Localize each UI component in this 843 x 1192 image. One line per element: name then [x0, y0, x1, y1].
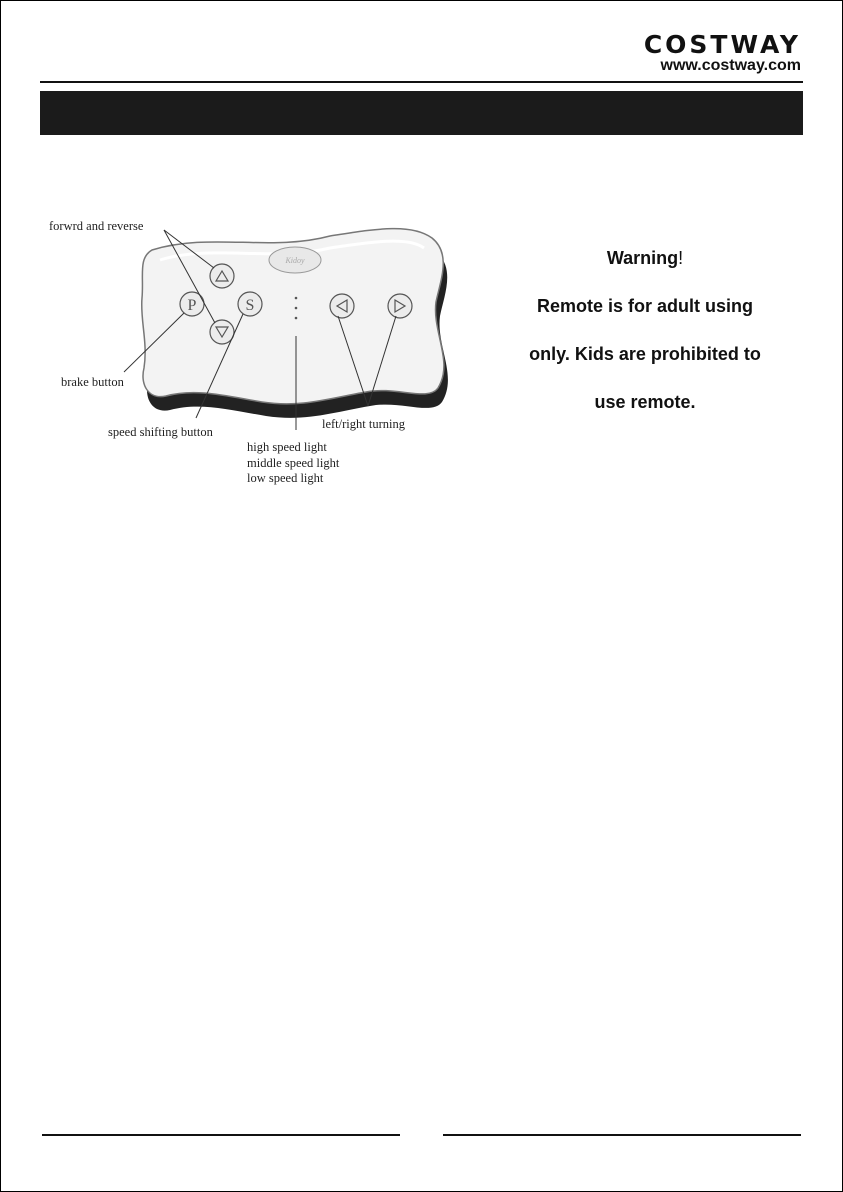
warning-line-1: Remote is for adult using	[536, 296, 754, 316]
brand-logo: COSTWAY	[643, 30, 801, 59]
label-forward-reverse: forwrd and reverse	[49, 219, 144, 233]
header-rule	[40, 81, 803, 83]
warning-line-2: only. Kids are prohibited to	[529, 344, 761, 364]
label-low-speed-light: low speed light	[247, 471, 324, 485]
warning-title: Warning	[606, 248, 679, 268]
footer-rule-left	[42, 1134, 400, 1136]
brand-url: www.costway.com	[660, 57, 801, 74]
label-left-right: left/right turning	[322, 417, 405, 431]
label-middle-speed-light: middle speed light	[247, 456, 340, 470]
svg-text:Kidoy: Kidoy	[285, 256, 305, 265]
warning-title-line	[500, 244, 790, 292]
footer-rule-right	[443, 1134, 801, 1136]
remote-control-diagram	[40, 210, 460, 500]
label-high-speed-light: high speed light	[247, 440, 327, 454]
title-bar	[40, 91, 803, 135]
speed-shift-button-label: S	[245, 297, 255, 314]
speed-shift-button[interactable]	[238, 292, 262, 316]
warning-box	[500, 244, 790, 436]
warning-exclamation: !	[678, 248, 684, 268]
warning-line-3: use remote.	[594, 392, 696, 412]
label-speed-shift: speed shifting button	[108, 425, 213, 439]
reverse-button[interactable]	[210, 320, 234, 344]
label-brake: brake button	[61, 375, 124, 389]
right-turn-button[interactable]	[388, 294, 412, 318]
brake-button-label: P	[187, 297, 197, 314]
left-turn-button[interactable]	[330, 294, 354, 318]
